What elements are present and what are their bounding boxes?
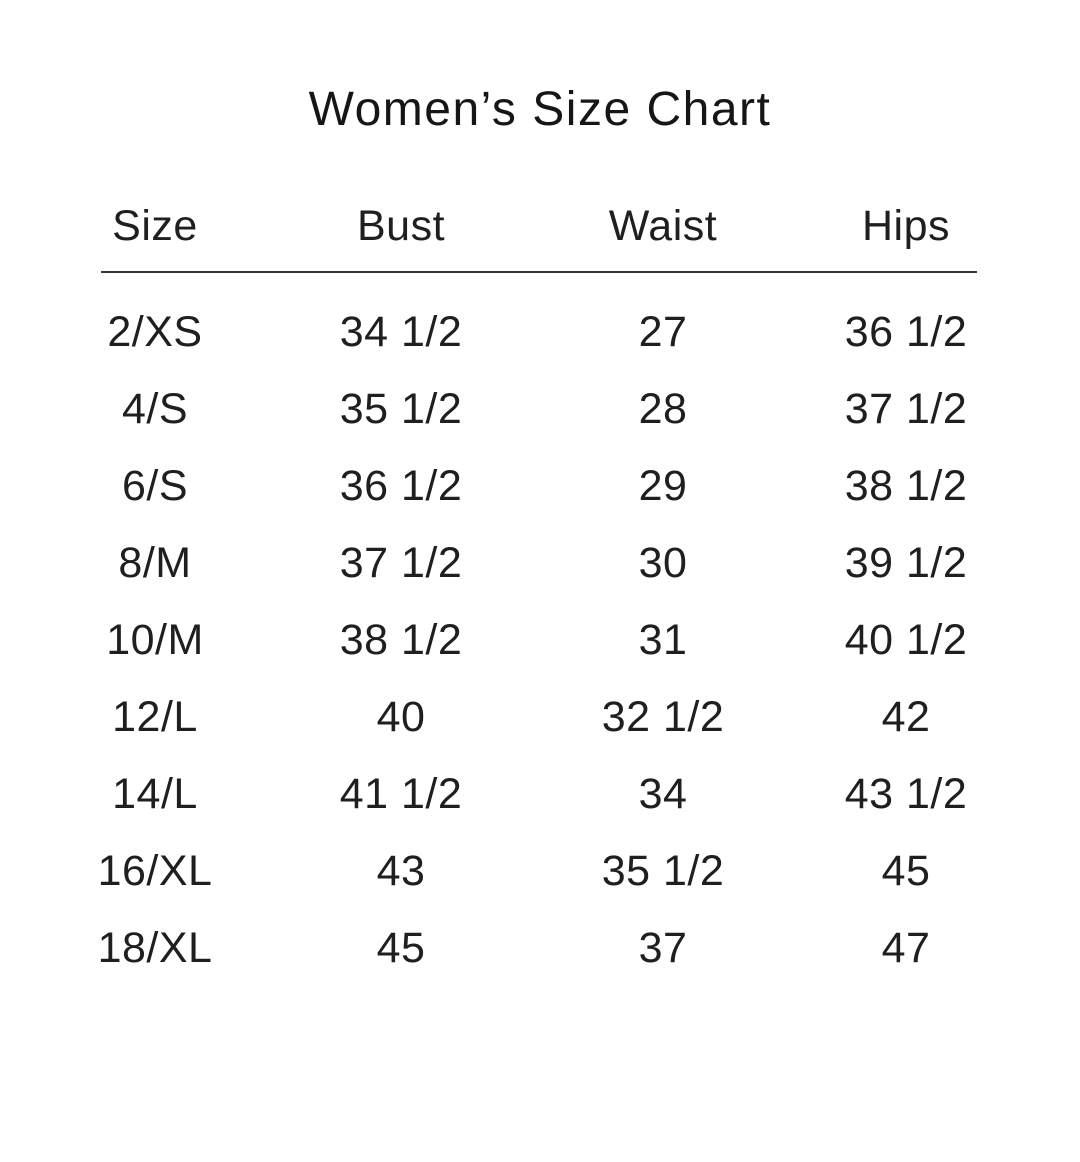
size-cell: 6/S: [121, 462, 189, 510]
hips-cell: 36 1/2: [844, 308, 968, 356]
table-row: [60, 371, 1038, 448]
size-cell: 14/L: [112, 770, 198, 818]
hips-cell: 40 1/2: [844, 616, 968, 664]
table-row: [60, 833, 1038, 910]
size-cell: 4/S: [121, 385, 189, 433]
size-cell: 18/XL: [97, 924, 213, 972]
size-cell: 8/M: [118, 539, 192, 587]
column-header-bust: Bust: [356, 202, 446, 250]
bust-cell: 35 1/2: [339, 385, 463, 433]
column-header-waist: Waist: [608, 202, 718, 250]
column-header-size: Size: [112, 202, 198, 250]
table-row: [60, 448, 1038, 525]
table-body: [60, 294, 1038, 987]
waist-cell: 37: [638, 924, 688, 972]
waist-cell: 35 1/2: [601, 847, 725, 895]
bust-cell: 40: [376, 693, 426, 741]
page-title: Women’s Size Chart: [308, 83, 772, 136]
table-row: [60, 679, 1038, 756]
waist-cell: 30: [638, 539, 688, 587]
waist-cell: 34: [638, 770, 688, 818]
bust-cell: 45: [376, 924, 426, 972]
header-divider: [101, 271, 977, 273]
size-cell: 12/L: [112, 693, 198, 741]
table-row: [60, 756, 1038, 833]
column-header-hips: Hips: [861, 202, 951, 250]
table-row: [60, 602, 1038, 679]
bust-cell: 37 1/2: [339, 539, 463, 587]
bust-cell: 36 1/2: [339, 462, 463, 510]
hips-cell: 47: [881, 924, 931, 972]
bust-cell: 43: [376, 847, 426, 895]
size-table: [60, 188, 1038, 987]
waist-cell: 27: [638, 308, 688, 356]
waist-cell: 31: [638, 616, 688, 664]
table-row: [60, 525, 1038, 602]
bust-cell: 38 1/2: [339, 616, 463, 664]
hips-cell: 45: [881, 847, 931, 895]
waist-cell: 29: [638, 462, 688, 510]
table-header-row: [60, 188, 1038, 265]
bust-cell: 41 1/2: [339, 770, 463, 818]
size-cell: 2/XS: [107, 308, 203, 356]
hips-cell: 43 1/2: [844, 770, 968, 818]
hips-cell: 42: [881, 693, 931, 741]
waist-cell: 32 1/2: [601, 693, 725, 741]
waist-cell: 28: [638, 385, 688, 433]
hips-cell: 38 1/2: [844, 462, 968, 510]
table-row: [60, 294, 1038, 371]
size-cell: 10/M: [106, 616, 204, 664]
size-cell: 16/XL: [97, 847, 213, 895]
hips-cell: 37 1/2: [844, 385, 968, 433]
table-row: [60, 910, 1038, 987]
bust-cell: 34 1/2: [339, 308, 463, 356]
hips-cell: 39 1/2: [844, 539, 968, 587]
